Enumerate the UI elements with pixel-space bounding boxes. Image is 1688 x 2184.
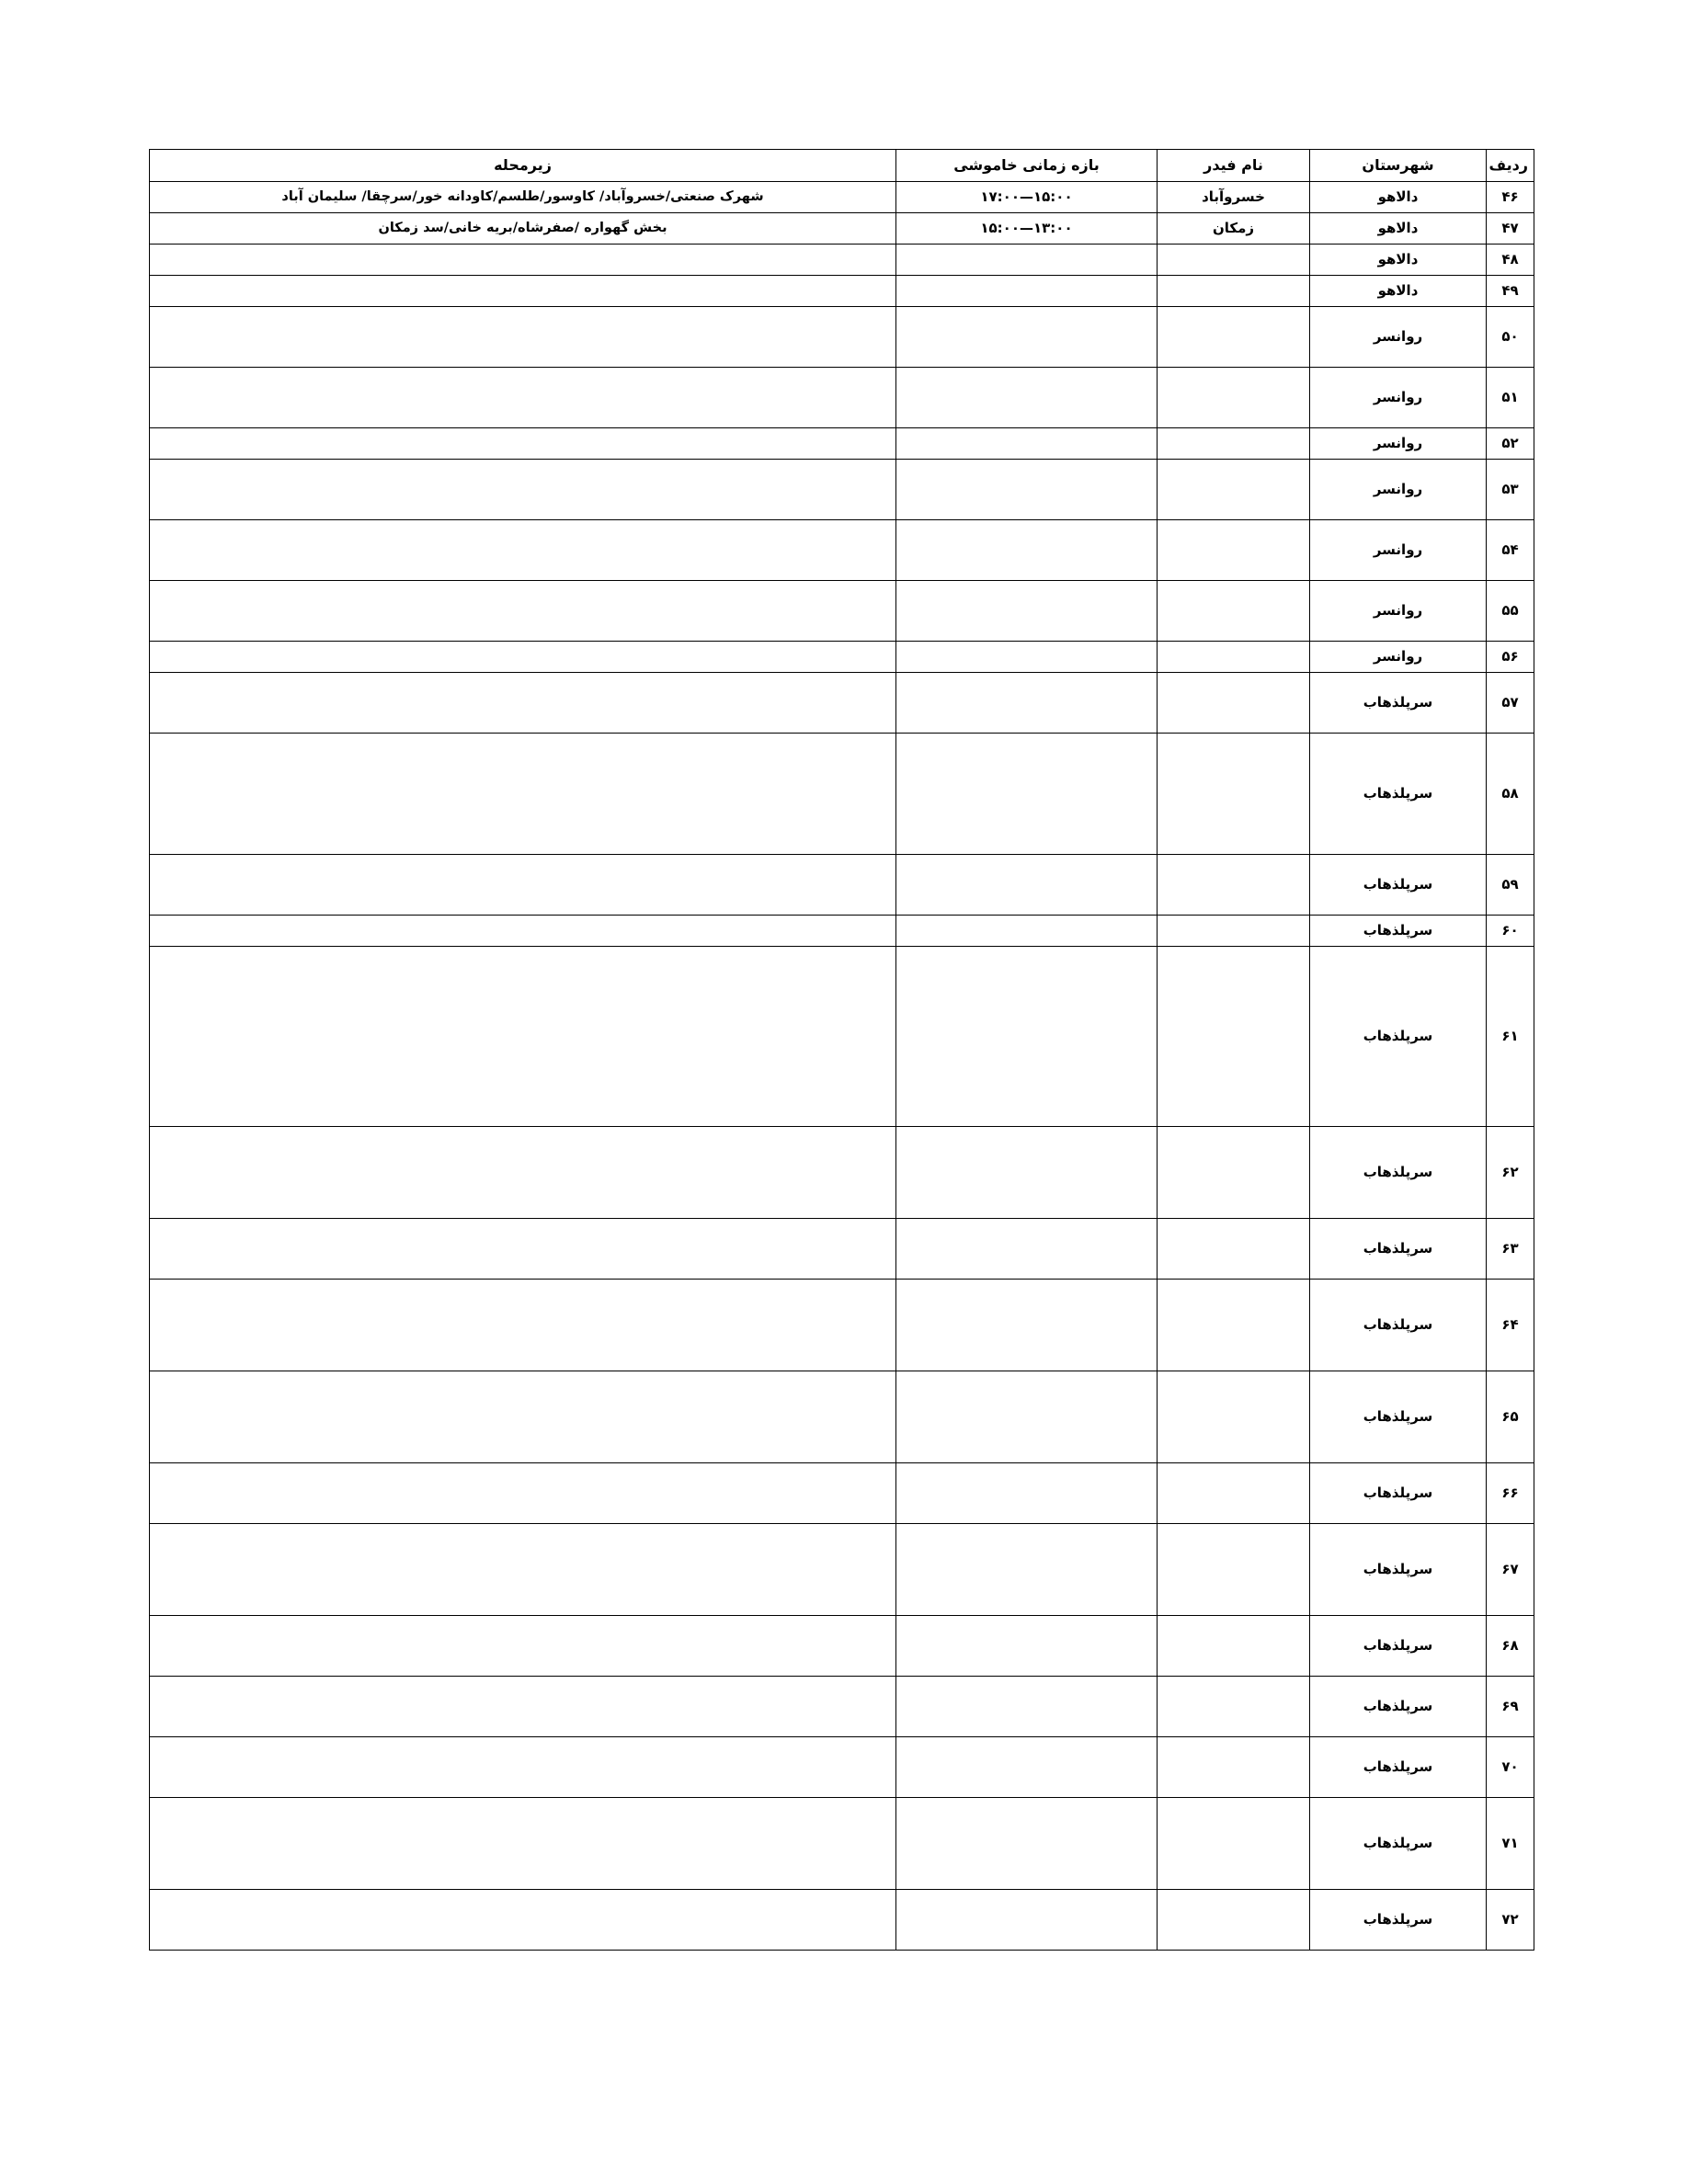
feeder-cell [1158,460,1310,520]
county-cell: سرپلذهاب [1310,1798,1487,1890]
county-cell: دالاهو [1310,182,1487,213]
header-county: شهرستان [1310,150,1487,182]
table-row [150,1463,1534,1524]
areas-cell [150,1463,896,1524]
feeder-cell [1158,368,1310,428]
areas-cell [150,428,896,460]
table-row [150,276,1534,307]
feeder-cell [1158,1524,1310,1616]
areas-cell [150,1127,896,1219]
areas-cell [150,307,896,368]
feeder-cell: زمکان [1158,213,1310,245]
outage-time-cell [896,1127,1158,1219]
row-number-cell: ۵۴ [1487,520,1534,581]
areas-cell [150,1737,896,1798]
row-number-cell: ۵۶ [1487,642,1534,673]
table-row [150,1219,1534,1280]
outage-time-cell [896,1219,1158,1280]
row-number-cell: ۴۸ [1487,245,1534,276]
areas-cell [150,916,896,947]
outage-time-cell: ۱۷:۰۰—۱۵:۰۰ [896,182,1158,213]
feeder-cell [1158,642,1310,673]
areas-cell [150,245,896,276]
row-number-cell: ۵۲ [1487,428,1534,460]
areas-cell [150,1219,896,1280]
feeder-cell [1158,1127,1310,1219]
feeder-cell [1158,1280,1310,1371]
outage-time-cell [896,581,1158,642]
row-number-cell: ۶۹ [1487,1677,1534,1737]
row-number-cell: ۶۷ [1487,1524,1534,1616]
areas-cell [150,276,896,307]
feeder-cell [1158,1798,1310,1890]
areas-cell [150,1798,896,1890]
row-number-cell: ۴۶ [1487,182,1534,213]
areas-cell [150,1280,896,1371]
feeder-cell [1158,1677,1310,1737]
areas-cell [150,1890,896,1951]
row-number-cell: ۷۲ [1487,1890,1534,1951]
table-row [150,245,1534,276]
county-cell: دالاهو [1310,245,1487,276]
areas-cell [150,642,896,673]
header-outage-time: بازه زمانی خاموشی [896,150,1158,182]
county-cell: سرپلذهاب [1310,1890,1487,1951]
outage-time-cell [896,1737,1158,1798]
feeder-cell [1158,581,1310,642]
table-row [150,1280,1534,1371]
feeder-cell [1158,520,1310,581]
table-row [150,1798,1534,1890]
header-feeder: نام فیدر [1158,150,1310,182]
feeder-cell [1158,1616,1310,1677]
table-row [150,307,1534,368]
county-cell: سرپلذهاب [1310,1616,1487,1677]
areas-cell [150,673,896,734]
row-number-cell: ۵۷ [1487,673,1534,734]
table-row [150,1616,1534,1677]
row-number-cell: ۴۹ [1487,276,1534,307]
outage-time-cell: ۱۵:۰۰—۱۳:۰۰ [896,213,1158,245]
outage-time-cell [896,1616,1158,1677]
areas-cell [150,368,896,428]
county-cell: روانسر [1310,368,1487,428]
areas-cell [150,734,896,855]
county-cell: سرپلذهاب [1310,1677,1487,1737]
row-number-cell: ۵۱ [1487,368,1534,428]
row-number-cell: ۶۱ [1487,947,1534,1127]
outage-time-cell [896,276,1158,307]
areas-cell [150,1371,896,1463]
table-row [150,1890,1534,1951]
outage-time-cell [896,1280,1158,1371]
outage-time-cell [896,1890,1158,1951]
outage-time-cell [896,1798,1158,1890]
table-row [150,855,1534,916]
outage-time-cell [896,245,1158,276]
table-row [150,916,1534,947]
feeder-cell [1158,1463,1310,1524]
county-cell: سرپلذهاب [1310,1127,1487,1219]
table-row [150,642,1534,673]
outage-time-cell [896,460,1158,520]
outage-time-cell [896,734,1158,855]
row-number-cell: ۶۸ [1487,1616,1534,1677]
feeder-cell [1158,916,1310,947]
row-number-cell: ۶۴ [1487,1280,1534,1371]
row-number-cell: ۶۳ [1487,1219,1534,1280]
outage-time-cell [896,1524,1158,1616]
county-cell: روانسر [1310,642,1487,673]
outage-time-cell [896,947,1158,1127]
feeder-cell [1158,855,1310,916]
outage-time-cell [896,1677,1158,1737]
row-number-cell: ۵۵ [1487,581,1534,642]
outage-time-cell [896,368,1158,428]
table-row [150,734,1534,855]
feeder-cell [1158,428,1310,460]
row-number-cell: ۴۷ [1487,213,1534,245]
row-number-cell: ۶۲ [1487,1127,1534,1219]
outage-schedule-table [149,149,1534,1951]
outage-time-cell [896,1371,1158,1463]
outage-time-cell [896,428,1158,460]
table-row [150,182,1534,213]
areas-cell [150,1616,896,1677]
county-cell: روانسر [1310,428,1487,460]
county-cell: روانسر [1310,520,1487,581]
table-row [150,947,1534,1127]
table-row [150,1737,1534,1798]
feeder-cell [1158,947,1310,1127]
table-row [150,368,1534,428]
outage-time-cell [896,1463,1158,1524]
county-cell: سرپلذهاب [1310,734,1487,855]
table-header-row [150,150,1534,182]
county-cell: روانسر [1310,460,1487,520]
feeder-cell: خسروآباد [1158,182,1310,213]
county-cell: روانسر [1310,307,1487,368]
feeder-cell [1158,1219,1310,1280]
outage-time-cell [896,916,1158,947]
table-row [150,673,1534,734]
areas-cell [150,947,896,1127]
areas-cell: شهرک صنعتی/خسروآباد/ کاوسور/طلسم/کاودانه خور/سرچقا/ سلیمان آباد [150,182,896,213]
table-row [150,520,1534,581]
areas-cell [150,855,896,916]
outage-time-cell [896,642,1158,673]
row-number-cell: ۷۰ [1487,1737,1534,1798]
table-row [150,460,1534,520]
areas-cell [150,520,896,581]
areas-cell [150,460,896,520]
table-row [150,1677,1534,1737]
outage-time-cell [896,307,1158,368]
row-number-cell: ۷۱ [1487,1798,1534,1890]
table-row [150,213,1534,245]
feeder-cell [1158,245,1310,276]
table-row [150,581,1534,642]
row-number-cell: ۵۸ [1487,734,1534,855]
county-cell: سرپلذهاب [1310,673,1487,734]
county-cell: سرپلذهاب [1310,947,1487,1127]
row-number-cell: ۵۹ [1487,855,1534,916]
header-row-number: ردیف [1487,150,1534,182]
outage-time-cell [896,520,1158,581]
table-row [150,1371,1534,1463]
row-number-cell: ۶۰ [1487,916,1534,947]
header-areas: زیرمحله [150,150,896,182]
row-number-cell: ۶۵ [1487,1371,1534,1463]
county-cell: سرپلذهاب [1310,1737,1487,1798]
county-cell: سرپلذهاب [1310,1463,1487,1524]
feeder-cell [1158,307,1310,368]
feeder-cell [1158,276,1310,307]
areas-cell: بخش گهواره /صفرشاه/بریه خانی/سد زمکان [150,213,896,245]
row-number-cell: ۵۰ [1487,307,1534,368]
county-cell: سرپلذهاب [1310,1371,1487,1463]
county-cell: دالاهو [1310,276,1487,307]
table-row [150,1127,1534,1219]
feeder-cell [1158,673,1310,734]
feeder-cell [1158,1371,1310,1463]
areas-cell [150,581,896,642]
county-cell: سرپلذهاب [1310,916,1487,947]
county-cell: سرپلذهاب [1310,855,1487,916]
table-row [150,1524,1534,1616]
feeder-cell [1158,1890,1310,1951]
county-cell: سرپلذهاب [1310,1280,1487,1371]
row-number-cell: ۶۶ [1487,1463,1534,1524]
county-cell: دالاهو [1310,213,1487,245]
areas-cell [150,1677,896,1737]
county-cell: سرپلذهاب [1310,1219,1487,1280]
areas-cell [150,1524,896,1616]
table-body [150,182,1534,1951]
county-cell: سرپلذهاب [1310,1524,1487,1616]
table-row [150,428,1534,460]
outage-time-cell [896,673,1158,734]
feeder-cell [1158,1737,1310,1798]
outage-time-cell [896,855,1158,916]
county-cell: روانسر [1310,581,1487,642]
feeder-cell [1158,734,1310,855]
row-number-cell: ۵۳ [1487,460,1534,520]
